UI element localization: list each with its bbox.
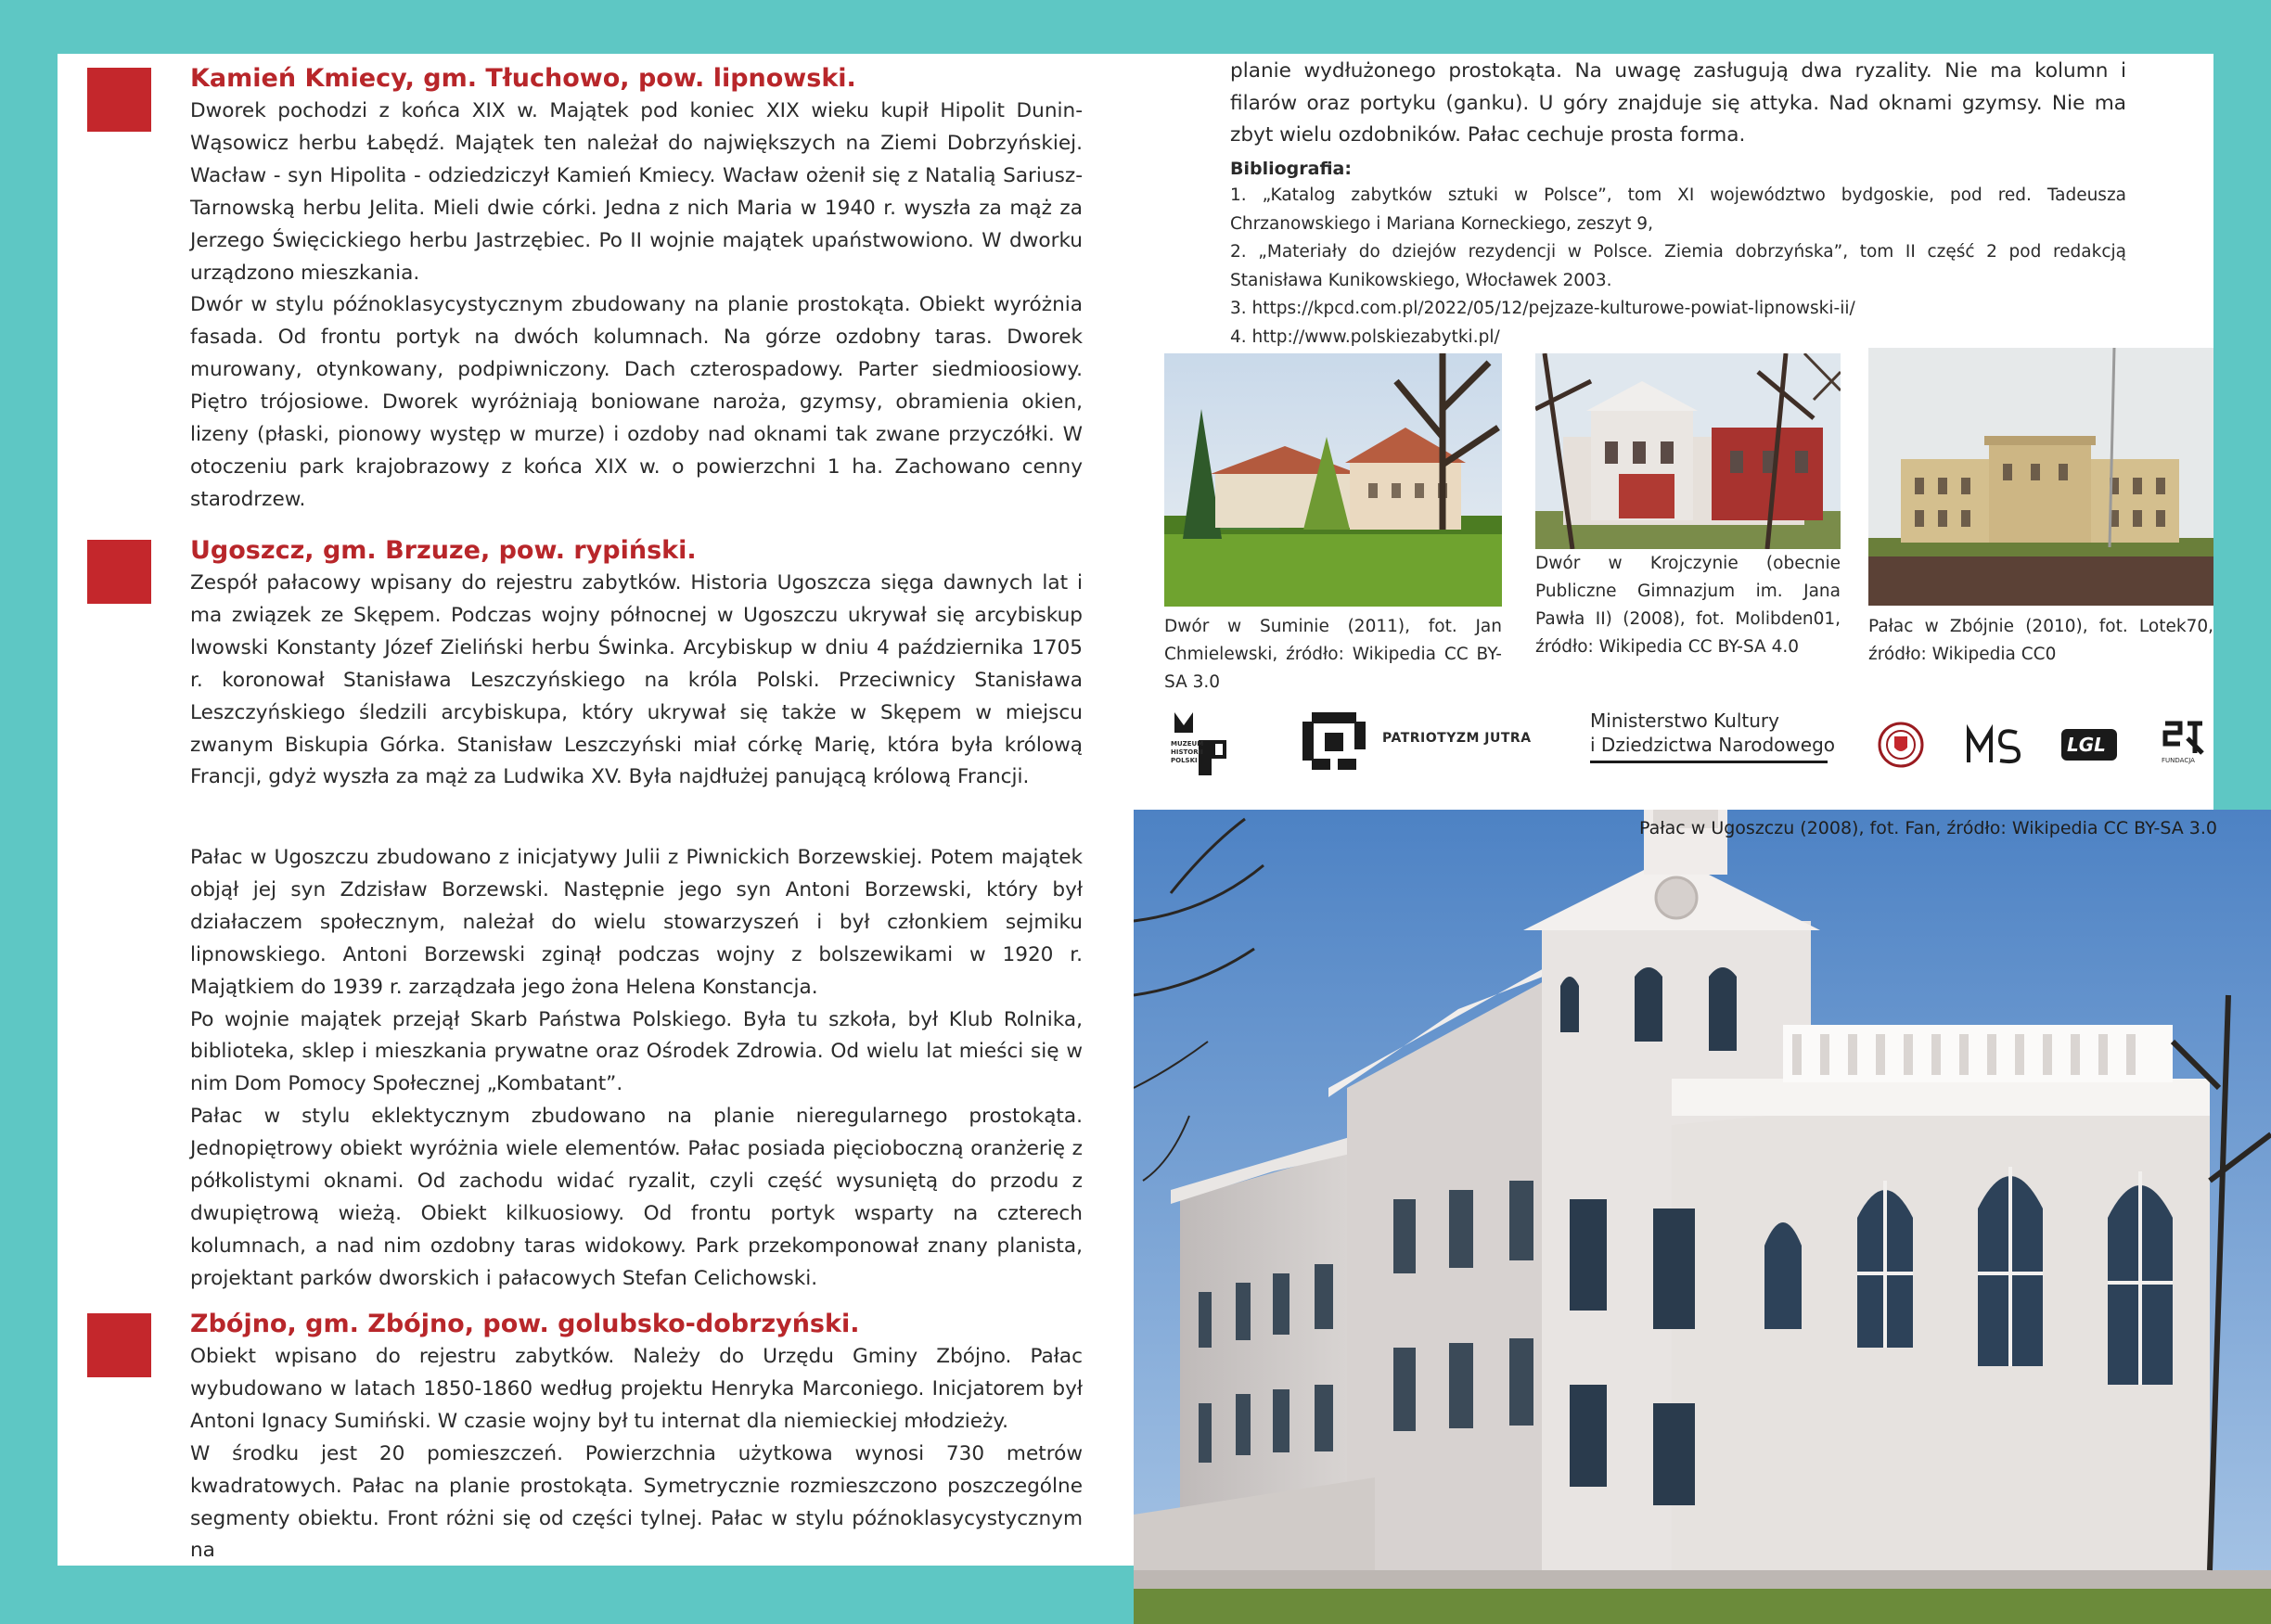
section-body-kamien bbox=[190, 96, 1083, 517]
photo-caption-zbojno: Pałac w Zbójnie (2010), fot. Lotek70, źródło: Wikipedia CC0 bbox=[1868, 617, 2213, 664]
patriotyzm-jutra-icon bbox=[1302, 712, 1366, 770]
ministerstwo-logo bbox=[1590, 709, 1835, 763]
bibliography-title: Bibliografia: bbox=[1230, 159, 1352, 179]
emblem-logo bbox=[1878, 722, 1924, 768]
fundacja-icon bbox=[2162, 720, 2206, 757]
paragraph: Po wojnie majątek przejął Skarb Państwa Polskiego. Była tu szkoła, był Klub Rolnika, biblioteka, sklep i mieszkania prywatne oraz Ośrodek Zdrowia. Od wielu lat mieści się w nim Dom Pomocy Społecznej „Kombatant”. bbox=[190, 1007, 1083, 1096]
bibliography-item: 3. https://kpcd.com.pl/2022/05/12/pejzaze-kulturowe-powiat-lipnowski-ii/ bbox=[1230, 299, 1855, 319]
section-title-ugoszcz: Ugoszcz, gm. Brzuze, pow. rypiński. bbox=[190, 536, 697, 565]
paragraph: Pałac w Ugoszczu zbudowano z inicjatywy Julii z Piwnickich Borzewskiej. Potem majątek objął jej syn Zdzisław Borzewski. Następnie jego syn Antoni Borzewski, który był działaczem społecznym, należał do wielu stowarzyszeń i był członkiem sejmiku lipnowskiego. Antoni Borzewski zginął podczas wojny z bolszewikami w 1920 r. Majątkiem do 1939 r. zarządzała jego żona Helena Konstancja. bbox=[190, 846, 1083, 999]
section-title-kamien: Kamień Kmiecy, gm. Tłuchowo, pow. lipnowski. bbox=[190, 64, 856, 93]
lgl-logo bbox=[2059, 722, 2119, 766]
photo-krojczyn bbox=[1535, 353, 1841, 549]
ministerstwo-line: Ministerstwo Kultury bbox=[1590, 710, 1779, 732]
pixel-square-icon bbox=[1302, 712, 1366, 770]
section-body-zbojno bbox=[190, 1341, 1083, 1567]
paragraph: Pałac w stylu eklektycznym zbudowano na planie nieregularnego prostokąta. Jednopiętrowy obiekt wyróżnia wiele elementów. Pałac posiada pięcioboczną oranżerię z półkolistymi oknami. Od zachodu widać ryzalit, czyli część wysuniętą do przodu z dwupiętrową wieżą. Obiekt kilkuosiowy. Od frontu portyk wsparty na czterech kolumnach, a nad nim ozdobny taras widokowy. Park przekomponował znany planista, projektant parków dworskich i pałacowych Stefan Celichowski. bbox=[190, 1105, 1083, 1290]
paragraph: Dwór w stylu późnoklasycystycznym zbudowany na planie prostokąta. Obiekt wyróżnia fasada. Od frontu portyk na dwóch kolumnach. Na górze ozdobny taras. Dworek murowany, otynkowany, podpiwniczony. Dach czterospadowy. Parter siedmioosiowy. Piętro trójosiowe. Dworek wyróżniają boniowane naroża, gzymsy, obramienia okien, lizeny (płaski, pionowy występ w murze) i ozdoby nad oknami tak zwane przyczółki. W otoczeniu park krajobrazowy z końca XIX w. o powierzchni 1 ha. Zachowano cenny starodrzew. bbox=[190, 293, 1083, 511]
photo-ugoszcz bbox=[1134, 810, 2271, 1624]
section-marker bbox=[87, 540, 151, 604]
photo-krojczyn-image bbox=[1535, 353, 1841, 549]
ministerstwo-line: i Dziedzictwa Narodowego bbox=[1590, 734, 1835, 756]
fundacja-text: FUNDACJA bbox=[2162, 757, 2195, 764]
bibliography-list bbox=[1230, 182, 2126, 352]
section-body-ugoszcz-2 bbox=[190, 842, 1083, 1296]
mhp-text-line: HISTORII bbox=[1171, 748, 1203, 756]
section-marker bbox=[87, 1313, 151, 1377]
lgl-text: LGL bbox=[2067, 734, 2106, 756]
mhp-text bbox=[1171, 740, 1203, 765]
continuation-text: planie wydłużonego prostokąta. Na uwagę zasługują dwa ryzality. Nie ma kolumn i filarów oraz portyku (ganku). U góry znajduje się attyka. Nad oknami gzymsy. Nie ma zbyt wielu ozdobników. Pałac cechuje prosta forma. bbox=[1230, 59, 2126, 147]
ministerstwo-underline bbox=[1590, 761, 1828, 763]
fundacja-logo bbox=[2162, 720, 2206, 768]
photo-ugoszcz-image bbox=[1134, 810, 2271, 1624]
paragraph: Zespół pałacowy wpisany do rejestru zabytków. Historia Ugoszcza sięga dawnych lat i ma związek ze Skępem. Podczas wojny północnej w Ugoszczu ukrywał się arcybiskup lwowski Konstanty Józef Zieliński herbu Świnka. Arcybiskup w dniu 4 października 1705 r. koronował Stanisława Leszczyńskiego na króla Polski. Przeciwnicy Stanisława Leszczyńskiego śledzili arcybiskupa, który ukrywał się także w Skępem w miejscu zwanym Biskupia Górka. Stanisław Leszczyński miał córkę Marię, która była królową Francji, gdyż wyszła za mąż za Ludwika XV. Była najdłużej panującą królową Francji. bbox=[190, 571, 1083, 789]
ms-monogram-icon bbox=[1967, 722, 2022, 766]
bibliography-item: 4. http://www.polskiezabytki.pl/ bbox=[1230, 326, 1500, 347]
photo-caption-suminie: Dwór w Suminie (2011), fot. Jan Chmielewski, źródło: Wikipedia CC BY-SA 3.0 bbox=[1164, 617, 1502, 692]
sponsor-logos bbox=[1171, 705, 2210, 779]
photo-suminie bbox=[1164, 353, 1502, 607]
photo-caption-krojczyn: Dwór w Krojczynie (obecnie Publiczne Gimnazjum im. Jana Pawła II) (2008), fot. Molibden01, źródło: Wikipedia CC BY-SA 4.0 bbox=[1535, 554, 1841, 657]
section-title-zbojno: Zbójno, gm. Zbójno, pow. golubsko-dobrzyński. bbox=[190, 1310, 860, 1338]
photo-suminie-image bbox=[1164, 353, 1502, 607]
section-marker bbox=[87, 68, 151, 132]
paragraph: W środku jest 20 pomieszczeń. Powierzchnia użytkowa wynosi 730 metrów kwadratowych. Pałac na planie prostokąta. Symetrycznie rozmieszczono poszczególne segmenty obiektu. Front różni się od części tylnej. Pałac w stylu późnoklasycystycznym na bbox=[190, 1441, 1083, 1563]
mhp-text-line: MUZEUM bbox=[1171, 740, 1204, 748]
photo-caption-ugoszcz: Pałac w Ugoszczu (2008), fot. Fan, źródło: Wikipedia CC BY-SA 3.0 bbox=[1638, 818, 2217, 838]
paragraph: Dworek pochodzi z końca XIX w. Majątek pod koniec XIX wieku kupił Hipolit Dunin-Wąsowicz herbu Łabędź. Majątek ten należał do największych na Ziemi Dobrzyńskiej. Wacław - syn Hipolita - odziedziczył Kamień Kmiecy. Wacław ożenił się z Natalią Sariusz-Tarnowską herbu Jelita. Mieli dwie córki. Jedna z nich Maria w 1940 r. wyszła za mąż za Jerzego Święcickiego herbu Jastrzębiec. Po II wojnie majątek upaństwowiono. W dworku urządzono mieszkania. bbox=[190, 99, 1083, 285]
crest-icon bbox=[1878, 722, 1924, 768]
section-body-ugoszcz bbox=[190, 568, 1083, 794]
paragraph: Obiekt wpisano do rejestru zabytków. Należy do Urzędu Gminy Zbójno. Pałac wybudowano w latach 1850-1860 według projektu Henryka Marconiego. Inicjatorem był Antoni Ignacy Sumiński. W czasie wojny był tu internat dla niemieckiej młodzieży. bbox=[190, 1345, 1083, 1433]
bibliography-item: 2. „Materiały do dziejów rezydencji w Polsce. Ziemia dobrzyńska”, tom II część 2 pod redakcją Stanisława Kunikowskiego, Włocławek 2003. bbox=[1230, 242, 2126, 290]
photo-zbojno-image bbox=[1868, 348, 2213, 606]
ms-logo bbox=[1967, 722, 2022, 766]
patriotyzm-jutra-text: PATRIOTYZM JUTRA bbox=[1382, 731, 1532, 746]
bibliography-item: 1. „Katalog zabytków sztuki w Polsce”, tom XI województwo bydgoskie, pod red. Tadeusza Chrzanowskiego i Mariana Korneckiego, zeszyt 9, bbox=[1230, 185, 2126, 234]
photo-zbojno bbox=[1868, 348, 2213, 606]
mhp-text-line: POLSKI bbox=[1171, 757, 1198, 764]
muzeum-historii-polski-logo bbox=[1171, 709, 1245, 775]
